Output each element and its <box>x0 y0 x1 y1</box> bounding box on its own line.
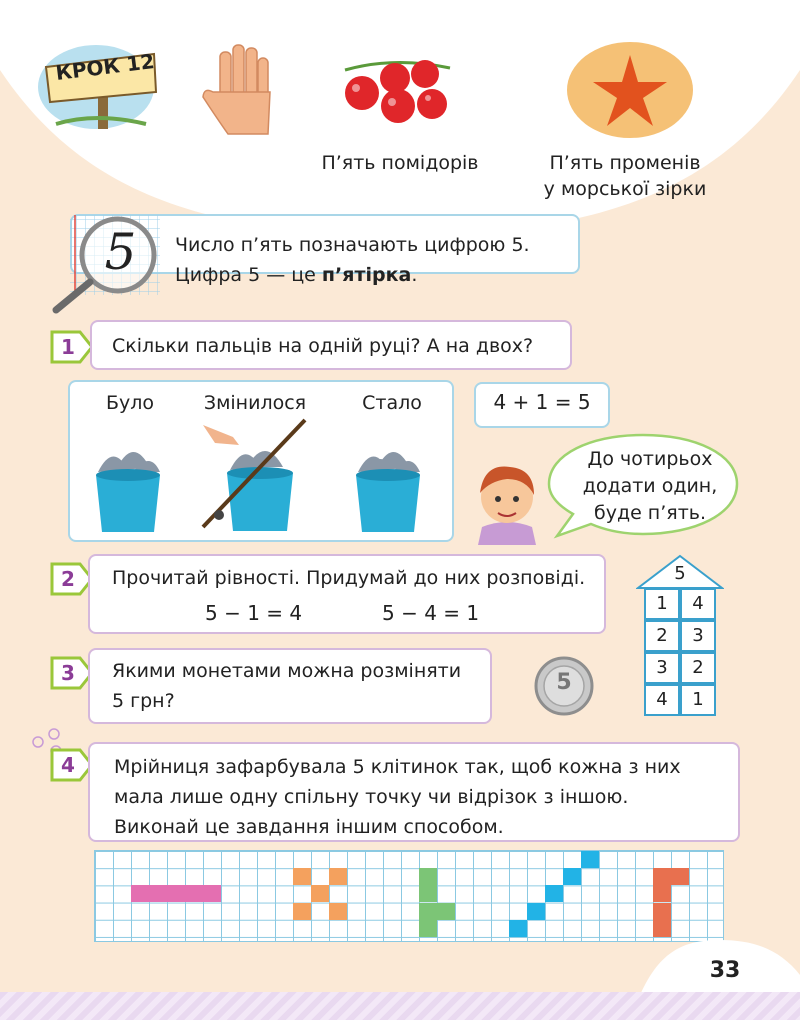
starfish-caption-line2: у морської зірки <box>543 178 707 200</box>
step-sign-label: КРОК 12 <box>54 49 156 85</box>
house-cell: 4 <box>680 588 716 620</box>
colored-cell-blue <box>545 885 563 902</box>
colored-cell-orange <box>311 885 329 902</box>
label-zminylosia: Змінилося <box>203 392 307 414</box>
page-number: 33 <box>709 958 741 983</box>
task2-equation1: 5 − 1 = 4 <box>205 601 303 625</box>
house-roof-number: 5 <box>674 563 686 584</box>
colored-cell-blue <box>509 920 527 937</box>
colored-cell-pink <box>203 885 221 902</box>
boy-illustration <box>462 455 552 545</box>
starfish-caption-line1: П’ять променів <box>549 152 701 174</box>
drawing-grid <box>94 850 724 942</box>
house-cell: 3 <box>644 652 680 684</box>
hand-illustration <box>198 42 288 142</box>
colored-cell-blue <box>563 868 581 885</box>
info-line2-bold: п’ятірка <box>321 264 412 286</box>
colored-cell-green <box>419 903 437 920</box>
coin-value: 5 <box>556 670 572 695</box>
speech-line3: буде п’ять. <box>593 502 707 524</box>
colored-cell-blue <box>527 903 545 920</box>
colored-cell-orange <box>293 903 311 920</box>
label-bulo: Було <box>105 392 155 414</box>
colored-cell-pink <box>185 885 203 902</box>
house-cell: 2 <box>644 620 680 652</box>
colored-cell-green <box>419 885 437 902</box>
task3-text <box>112 656 487 716</box>
bottom-stripe <box>0 992 800 1020</box>
task4-line1: Мрійниця зафарбувала 5 клітинок так, щоб кожна з них <box>114 756 681 778</box>
tomatoes-caption: П’ять помідорів <box>321 152 479 174</box>
info-line2-suffix: . <box>411 264 418 286</box>
task-number-2: 2 <box>61 567 75 591</box>
task2-equation2: 5 − 4 = 1 <box>382 601 480 625</box>
speech-text <box>575 446 725 527</box>
starfish-caption <box>525 150 725 202</box>
task4-line2: мала лише одну спільну точку чи відрізок з іншою. <box>114 786 629 808</box>
label-stalo: Стало <box>362 392 422 414</box>
colored-cell-red <box>653 868 671 885</box>
speech-line1: До чотирьох <box>587 448 713 470</box>
tomatoes-illustration <box>340 48 455 128</box>
house-cell: 3 <box>680 620 716 652</box>
house-cell: 2 <box>680 652 716 684</box>
colored-cell-green <box>419 868 437 885</box>
colored-cell-pink <box>149 885 167 902</box>
task4-text <box>114 752 734 842</box>
colored-cell-pink <box>131 885 149 902</box>
colored-cell-red <box>653 903 671 920</box>
colored-cell-pink <box>167 885 185 902</box>
info-line1: Число п’ять позначають цифрою 5. <box>175 234 530 256</box>
house-cell: 4 <box>644 684 680 716</box>
house-cell: 1 <box>680 684 716 716</box>
colored-cell-blue <box>581 851 599 868</box>
task2-text: Прочитай рівності. Придумай до них розповіді. <box>112 567 586 589</box>
info-line2 <box>175 260 575 290</box>
info-text <box>175 230 575 290</box>
info-line2-prefix: Цифра 5 — це <box>175 264 322 286</box>
starfish-illustration <box>565 40 695 140</box>
house-cell: 1 <box>644 588 680 620</box>
bucket-with-fish-after <box>348 430 428 535</box>
colored-cell-orange <box>329 903 347 920</box>
colored-cell-orange <box>293 868 311 885</box>
colored-cell-red <box>671 868 689 885</box>
task3-line1: Якими монетами можна розміняти <box>112 660 462 682</box>
big-digit-five: 5 <box>104 223 137 281</box>
task4-line3: Виконай це завдання іншим способом. <box>114 816 504 838</box>
equation-4-plus-1: 4 + 1 = 5 <box>493 390 591 414</box>
task1-question: Скільки пальців на одній руці? А на двох? <box>112 335 534 357</box>
task-number-1: 1 <box>61 335 75 359</box>
bucket-with-fish-before <box>88 430 168 535</box>
colored-cell-green <box>437 903 455 920</box>
colored-cell-orange <box>329 868 347 885</box>
colored-cell-green <box>419 920 437 937</box>
task-number-3: 3 <box>61 661 75 685</box>
task3-line2: 5 грн? <box>112 690 175 712</box>
task-number-4: 4 <box>61 753 75 777</box>
bucket-with-fishing-rod <box>195 415 310 535</box>
speech-line2: додати один, <box>582 475 718 497</box>
colored-cell-red <box>653 885 671 902</box>
